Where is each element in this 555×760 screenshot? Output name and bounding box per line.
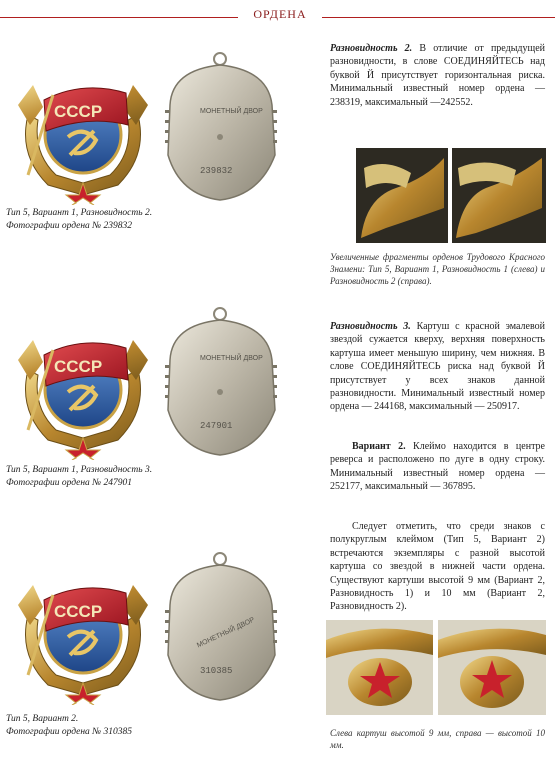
paragraph-variety-2 [330,42,545,109]
order-obverse-photo-2 [8,300,158,460]
zoom-caption-2: Слева картуш высотой 9 мм, справа — высотой 10 мм. [330,728,545,750]
reverse-number: 310385 [200,666,233,676]
order-reverse-photo-2 [160,300,285,460]
badge-text: СССР [54,602,103,621]
caption-line: Тип 5, Вариант 1, Разновидность 3. [6,465,153,475]
order-reverse-photo-1 [160,45,285,205]
zoom-fragment-photo-1 [356,148,546,243]
caption-line: Тип 5, Вариант 1, Разновидность 2. [6,208,153,218]
paragraph-lead: Разновидность 2. [330,43,413,54]
zoom-fragment-photo-2 [326,620,546,715]
reverse-stamp: МОНЕТНЫЙ ДВОР [200,355,263,362]
paragraph-note: Следует отметить, что среди знаков с полукруглым клеймом (Тип 5, Вариант 2) встречаются экземпляры с разной высотой картуша со звездой в нижней части ордена. Существуют картуши высотой 9 мм (Вариант 2, Разновидность 1) и 10 мм (Вариант 2, Разновидность 2). [330,521,545,613]
paragraph-variant-2 [330,440,545,494]
photo-caption-1 [6,207,326,233]
badge-text: СССР [54,357,103,376]
header-rule-left [0,17,238,18]
paragraph-text: Картуш с красной эмалевой звездой сужается кверху, верхняя поверхность картуша имеет меньшую ширину, чем нижняя. В слове СОЕДИНЯЙТЕСЬ риска над буквой Й присутствует у всех знаков данной разновидности. Минимальный известный номер ордена — 244168, максимальный — 250917. [330,321,545,413]
caption-line: Фотографии ордена № 239832 [6,221,133,231]
header-rule-right [322,17,555,18]
order-obverse-photo-1 [8,45,158,205]
paragraph-lead: Разновидность 3. [330,321,411,332]
zoom-caption-1: Увеличенные фрагменты орденов Трудового Красного Знамени: Тип 5, Вариант 1, Разновидность 1 (слева) и Разновидность 2 (справа). [330,252,545,286]
caption-line: Тип 5, Вариант 2. [6,714,79,724]
paragraph-text: В отличие от предыдущей разновидности, в слове СОЕДИНЯЙТЕСЬ над буквой Й присутствует горизонтальная риска. Минимальный известный номер ордена — 238319, максимальный —242552. [330,43,545,108]
paragraph-lead: Вариант 2. [352,441,406,452]
photo-caption-3 [6,713,326,739]
page-header-title: ОРДЕНА [253,7,307,21]
caption-line: Фотографии ордена № 247901 [6,478,133,488]
order-reverse-photo-3 [160,545,285,705]
reverse-stamp: МОНЕТНЫЙ ДВОР [196,616,256,650]
badge-text: СССР [54,102,103,121]
order-obverse-photo-3 [8,545,158,705]
reverse-number: 247901 [200,421,233,431]
paragraph-variety-3 [330,320,545,414]
reverse-stamp: МОНЕТНЫЙ ДВОР [200,108,263,115]
reverse-number: 239832 [200,166,233,176]
photo-caption-2 [6,464,326,490]
caption-line: Фотографии ордена № 310385 [6,727,133,737]
paragraph-text: Клеймо находится в центре реверса и расположено по дуге в одну строку. Минимальный известный номер ордена — 252177, максимальный — 367895. [330,441,545,493]
